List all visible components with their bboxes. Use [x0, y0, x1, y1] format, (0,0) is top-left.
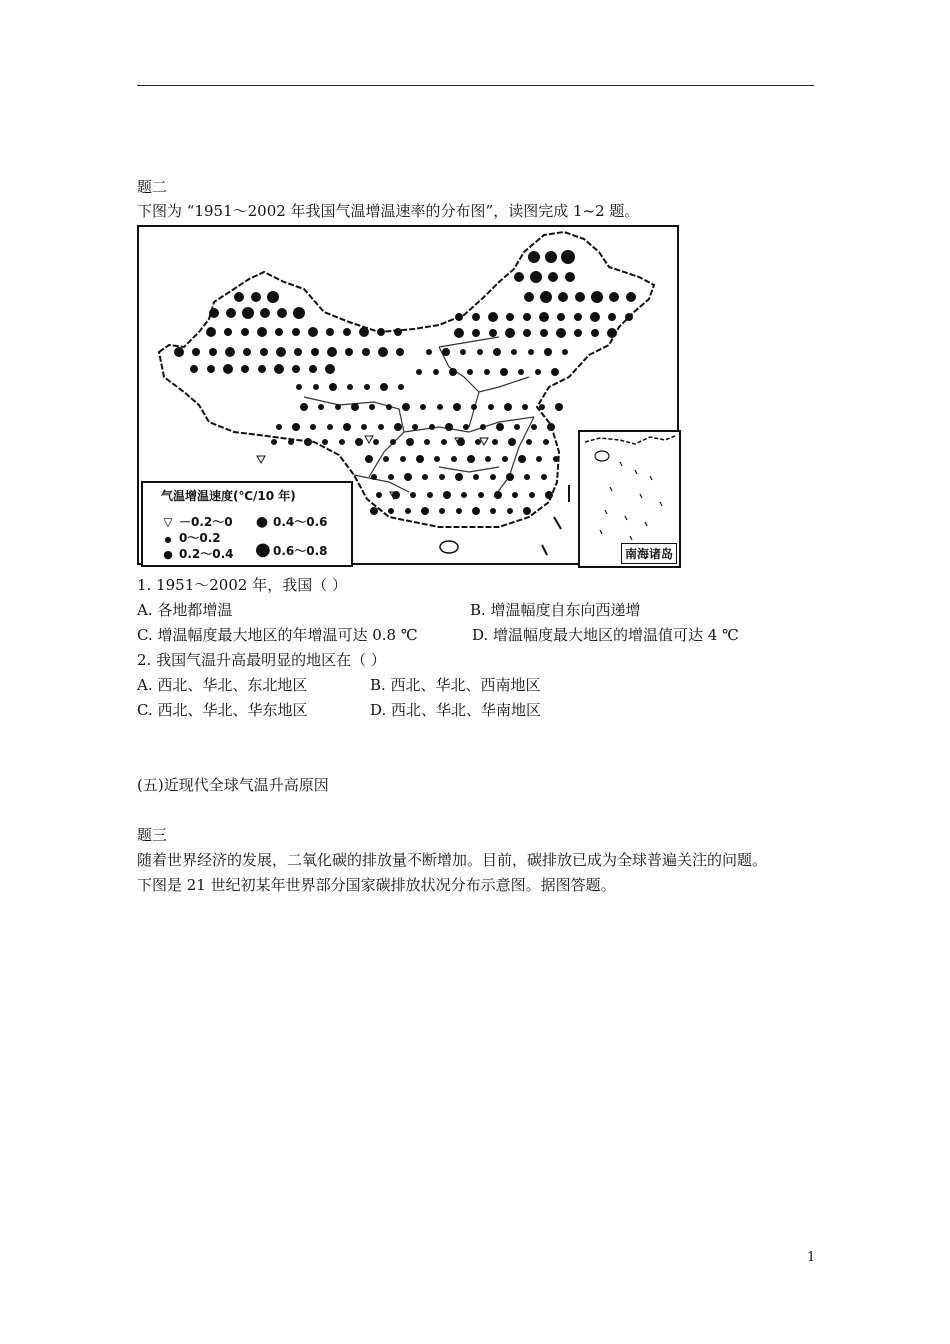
hainan-island	[440, 541, 458, 553]
warming-dot	[277, 308, 287, 318]
warming-dot	[288, 439, 294, 445]
warming-dot	[412, 424, 418, 430]
warming-dot	[484, 369, 490, 375]
warming-dot	[558, 292, 568, 302]
warming-dot	[223, 364, 233, 374]
warming-dot	[276, 424, 282, 430]
map-legend	[141, 481, 353, 567]
warming-dot	[460, 349, 466, 355]
warming-dot	[394, 423, 402, 431]
warming-dot	[292, 423, 300, 431]
warming-dot	[224, 328, 232, 336]
warming-dot	[608, 313, 616, 321]
warming-dot	[378, 424, 384, 430]
warming-dot	[514, 424, 520, 430]
warming-dot	[226, 308, 236, 318]
q1-stem: 1. 1951～2002 年，我国（ ）	[137, 576, 347, 594]
warming-dot	[547, 423, 555, 431]
warming-dot	[529, 492, 535, 498]
q2-option-d: D. 西北、华北、华南地区	[370, 701, 542, 719]
warming-dot	[404, 473, 412, 481]
warming-dot	[394, 328, 402, 336]
warming-dot	[439, 508, 445, 514]
warming-dot	[206, 327, 216, 337]
warming-dot	[388, 508, 394, 514]
warming-dot	[343, 423, 351, 431]
warming-dot	[427, 492, 433, 498]
south-china-sea-inset	[578, 430, 681, 568]
warming-dot	[500, 368, 508, 376]
warming-dot	[327, 347, 337, 357]
warming-dot	[478, 492, 484, 498]
legend-item-04: ● 0.4～0.6	[255, 514, 328, 530]
warming-dot	[522, 404, 528, 410]
warming-dot	[561, 250, 575, 264]
warming-dot	[293, 307, 305, 319]
warming-dot	[443, 491, 451, 499]
warming-dot	[225, 347, 235, 357]
warming-dot	[335, 404, 341, 410]
warming-dot	[294, 348, 302, 356]
warming-dot	[553, 456, 559, 462]
section3-paragraph-2: 下图是 21 世纪初某年世界部分国家碳排放状况分布示意图。据图答题。	[137, 876, 616, 894]
warming-dot	[504, 403, 512, 411]
warming-dot	[590, 312, 600, 322]
warming-dot	[260, 348, 268, 356]
warming-dot	[402, 403, 410, 411]
warming-dot	[494, 491, 502, 499]
warming-dot	[241, 328, 249, 336]
q2-option-c: C. 西北、华北、华东地区	[137, 701, 308, 719]
warming-dot	[545, 491, 553, 499]
warming-dot	[386, 404, 392, 410]
warming-dot	[429, 424, 435, 430]
warming-dot	[373, 439, 379, 445]
warming-dot	[512, 492, 518, 498]
warming-dot	[405, 508, 411, 514]
warming-dot	[565, 272, 575, 282]
dot-icon: ●	[163, 548, 173, 561]
warming-dot	[518, 455, 526, 463]
warming-dot	[575, 292, 585, 302]
warming-dot	[467, 369, 473, 375]
warming-dot	[463, 424, 469, 430]
header-rule	[137, 85, 814, 86]
warming-dot	[410, 492, 416, 498]
warming-dot	[304, 438, 312, 446]
warming-dot	[609, 292, 619, 302]
warming-dot	[488, 312, 498, 322]
warming-dot	[355, 438, 363, 446]
warming-dot	[406, 438, 414, 446]
warming-dot	[523, 313, 531, 321]
warming-dot	[467, 455, 475, 463]
warming-dot	[416, 369, 422, 375]
triangle-icon: ▽	[163, 515, 173, 529]
q1-option-c: C. 增温幅度最大地区的年增温可达 0.8 ℃	[137, 626, 418, 644]
warming-dot	[471, 404, 477, 410]
legend-item-02: ● 0.2～0.4	[161, 545, 234, 562]
section3-paragraph-1: 随着世界经济的发展，二氧化碳的排放量不断增加。目前，碳排放已成为全球普遍关注的问题。	[137, 851, 768, 869]
warming-dot	[243, 348, 251, 356]
warming-dot	[329, 383, 337, 391]
warming-dot	[345, 348, 353, 356]
warming-dot	[192, 348, 200, 356]
cooling-triangle	[480, 438, 488, 445]
warming-dot	[591, 329, 599, 337]
warming-dot	[190, 365, 198, 373]
cooling-triangle	[257, 456, 265, 463]
warming-dot	[508, 438, 516, 446]
warming-dot	[310, 424, 316, 430]
warming-dot	[343, 328, 351, 336]
warming-dot	[174, 347, 184, 357]
warming-dot	[274, 364, 284, 374]
warming-dot	[472, 329, 480, 337]
warming-dot	[506, 473, 514, 481]
warming-dot	[365, 455, 373, 463]
warming-dot	[361, 424, 367, 430]
warming-dot	[543, 439, 549, 445]
warming-dot	[308, 327, 318, 337]
warming-dot	[502, 456, 508, 462]
section2-intro: 下图为 “1951～2002 年我国气温增温速率的分布图”，读图完成 1~2 题。	[137, 202, 640, 220]
warming-dot	[209, 308, 219, 318]
warming-dot	[530, 271, 542, 283]
warming-dot	[300, 403, 308, 411]
warming-dot	[241, 365, 249, 373]
warming-dot	[523, 507, 531, 515]
page-number: 1	[807, 1250, 816, 1265]
q1-option-a: A. 各地都增温	[137, 601, 233, 619]
warming-dot	[242, 307, 254, 319]
warming-dot	[400, 456, 406, 462]
warming-dot	[536, 456, 542, 462]
warming-dot	[433, 369, 439, 375]
legend-title: 气温增温速度(℃/10 年)	[161, 489, 296, 503]
warming-dot	[453, 403, 461, 411]
warming-dot	[421, 507, 429, 515]
china-warming-map	[137, 225, 679, 565]
warming-dot	[528, 349, 534, 355]
warming-dot	[455, 473, 463, 481]
q2-option-b: B. 西北、华北、西南地区	[370, 676, 541, 694]
warming-dot	[490, 474, 496, 480]
warming-dot	[523, 329, 531, 337]
warming-dot	[380, 383, 388, 391]
warming-dot	[454, 328, 464, 338]
warming-dot	[490, 508, 496, 514]
warming-dot	[545, 251, 557, 263]
warming-dot	[434, 456, 440, 462]
warming-dot	[489, 329, 497, 337]
warming-dot	[496, 423, 504, 431]
warming-dot	[442, 348, 450, 356]
q2-option-a: A. 西北、华北、东北地区	[137, 676, 308, 694]
warming-dot	[492, 439, 498, 445]
warming-dot	[362, 348, 370, 356]
warming-dot	[456, 508, 462, 514]
warming-dot	[251, 292, 261, 302]
warming-dot	[383, 456, 389, 462]
warming-dot	[511, 349, 517, 355]
warming-dot	[562, 349, 568, 355]
warming-dot	[347, 384, 353, 390]
warming-dot	[574, 329, 582, 337]
warming-dot	[207, 365, 215, 373]
warming-dot	[441, 439, 447, 445]
warming-dot	[524, 292, 534, 302]
warming-dot	[369, 404, 375, 410]
warming-dot	[626, 292, 636, 302]
warming-dot	[439, 474, 445, 480]
warming-dot	[540, 291, 552, 303]
q1-option-d: D. 增温幅度最大地区的增温值可达 4 ℃	[472, 626, 739, 644]
warming-dot	[485, 456, 491, 462]
warming-dot	[539, 312, 549, 322]
dot-icon: ●	[255, 539, 271, 560]
warming-dot	[449, 368, 457, 376]
warming-dot	[472, 313, 480, 321]
warming-dot	[359, 327, 369, 337]
warming-dot	[420, 404, 426, 410]
warming-dot	[257, 327, 267, 337]
warming-dot	[424, 439, 430, 445]
warming-dots	[174, 250, 636, 515]
warming-dot	[477, 349, 483, 355]
legend-item-06: ● 0.6～0.8	[255, 539, 328, 560]
warming-dot	[461, 492, 467, 498]
warming-dot	[292, 328, 300, 336]
warming-dot	[378, 347, 388, 357]
warming-dot	[325, 364, 335, 374]
warming-dot	[234, 292, 244, 302]
warming-dot	[318, 404, 324, 410]
warming-dot	[526, 439, 532, 445]
warming-dot	[531, 424, 537, 430]
warming-dot	[339, 439, 345, 445]
warming-dot	[260, 308, 270, 318]
warming-dot	[574, 313, 582, 321]
warming-dot	[528, 251, 540, 263]
warming-dot	[309, 365, 317, 373]
warming-dot	[313, 384, 319, 390]
dot-icon: ●	[255, 514, 269, 530]
warming-dot	[422, 474, 428, 480]
section3-heading: 题三	[137, 826, 168, 844]
warming-dot	[267, 291, 279, 303]
warming-dot	[326, 328, 334, 336]
legend-item-neg: ▽ －0.2～0	[161, 513, 233, 530]
warming-dot	[377, 328, 385, 336]
warming-dot	[557, 313, 565, 321]
warming-dot	[296, 384, 302, 390]
warming-dot	[514, 272, 524, 282]
warming-dot	[437, 404, 443, 410]
warming-dot	[480, 424, 486, 430]
warming-dot	[209, 348, 217, 356]
warming-dot	[445, 423, 453, 431]
warming-dot	[276, 347, 286, 357]
warming-dot	[311, 348, 319, 356]
warming-dot	[548, 272, 558, 282]
inset-label: 南海诸岛	[621, 543, 677, 564]
warming-dot	[292, 365, 300, 373]
warming-dot	[390, 439, 396, 445]
warming-dot	[507, 508, 513, 514]
warming-dot	[258, 365, 266, 373]
warming-dot	[451, 456, 457, 462]
warming-dot	[524, 474, 530, 480]
warming-dot	[473, 474, 479, 480]
warming-dot	[518, 369, 524, 375]
warming-dot	[540, 329, 548, 337]
warming-dot	[388, 474, 394, 480]
warming-dot	[322, 439, 328, 445]
warming-dot	[275, 328, 283, 336]
warming-dot	[555, 403, 563, 411]
warming-dot	[351, 403, 359, 411]
warming-dot	[556, 328, 566, 338]
warming-dot	[472, 507, 480, 515]
warming-dot	[506, 313, 514, 321]
warming-dot	[271, 439, 277, 445]
warming-dot	[416, 455, 424, 463]
warming-dot	[544, 348, 552, 356]
q2-stem: 2. 我国气温升高最明显的地区在（ ）	[137, 651, 386, 669]
section5-heading: (五)近现代全球气温升高原因	[137, 776, 329, 794]
warming-dot	[488, 404, 494, 410]
warming-dot	[327, 424, 333, 430]
warming-dot	[370, 507, 378, 515]
warming-dot	[607, 328, 617, 338]
warming-dot	[376, 492, 382, 498]
warming-dot	[625, 313, 633, 321]
warming-dot	[398, 384, 404, 390]
dot-icon: ●	[164, 535, 172, 544]
legend-item-0: ● 0～0.2	[161, 529, 221, 546]
province-lines	[304, 337, 534, 497]
section2-heading: 题二	[137, 178, 168, 196]
warming-dot	[505, 328, 515, 338]
warming-dot	[426, 349, 432, 355]
cooling-triangle	[365, 436, 373, 443]
warming-dot	[535, 369, 541, 375]
warming-dot	[493, 348, 501, 356]
warming-dot	[551, 368, 559, 376]
warming-dot	[371, 474, 377, 480]
warming-dot	[364, 384, 370, 390]
warming-dot	[591, 291, 603, 303]
warming-dot	[539, 404, 545, 410]
warming-dot	[396, 348, 404, 356]
warming-dot	[455, 313, 463, 321]
warming-dot	[541, 474, 547, 480]
q1-option-b: B. 增温幅度自东向西递增	[470, 601, 641, 619]
warming-dot	[475, 439, 481, 445]
